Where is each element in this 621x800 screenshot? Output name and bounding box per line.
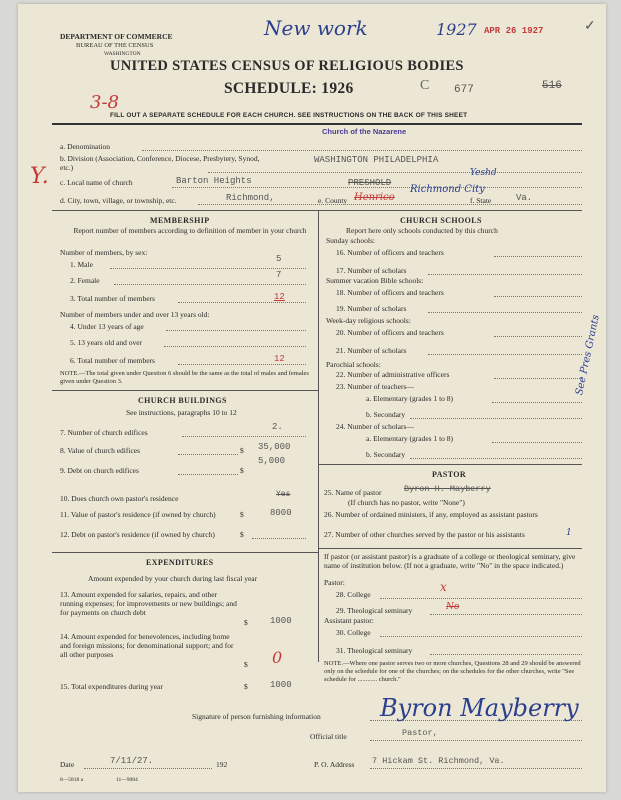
q21-line <box>428 354 582 355</box>
county-struck: Henrico <box>354 192 395 203</box>
po-address-value: 7 Hickam St. Richmond, Va. <box>372 756 505 766</box>
division-label: b. Division (Association, Conference, Diocese, Presbytery, Synod, etc.) <box>60 154 260 172</box>
q17-label: 17. Number of scholars <box>336 266 407 275</box>
q20-label: 20. Number of officers and teachers <box>336 328 444 337</box>
q8-label: 8. Value of church edifices <box>60 446 141 455</box>
census-form <box>18 4 606 792</box>
q6-label: 6. Total number of members <box>70 356 155 365</box>
po-address-label: P. O. Address <box>314 760 355 769</box>
q9-value: 5,000 <box>258 456 286 466</box>
local-name-hand2: Yeshd <box>470 168 497 178</box>
divider <box>52 552 318 553</box>
pastor-sub-label: Pastor: <box>324 578 345 587</box>
q16-label: 16. Number of officers and teachers <box>336 248 444 257</box>
q12-line <box>252 538 306 539</box>
q26-label: 26. Number of ordained ministers, if any, employed as assistant pastors <box>324 510 538 519</box>
q23-label: 23. Number of teachers— <box>336 382 414 391</box>
q6-line <box>178 364 306 365</box>
q28-value: x <box>440 580 447 594</box>
divider <box>318 464 582 465</box>
city-line <box>198 204 582 205</box>
stamp-c: C <box>420 78 430 93</box>
q7-label: 7. Number of church edifices <box>60 428 148 437</box>
q2-value: 7 <box>276 270 282 280</box>
q20-line <box>494 336 582 337</box>
form-code: 8—5818 a <box>60 777 84 783</box>
q5-label: 5. 13 years old and over <box>70 338 143 347</box>
local-name-line <box>172 187 582 188</box>
summer-label: Summer vacation Bible schools: <box>326 276 424 285</box>
q24b-label: b. Secondary <box>366 450 406 459</box>
q23b-line <box>410 418 582 419</box>
q3-line <box>178 302 306 303</box>
form-title: UNITED STATES CENSUS OF RELIGIOUS BODIES <box>110 58 464 74</box>
membership-heading: MEMBERSHIP <box>150 216 210 225</box>
q22-line <box>494 378 582 379</box>
local-name-label: c. Local name of church <box>60 178 133 187</box>
q13-label: 13. Amount expended for salaries, repairs, and other running expenses; for improvements or new buildings; and for payments on church debt <box>60 590 237 617</box>
q8-line <box>178 454 238 455</box>
signature-label: Signature of person furnishing information <box>192 712 321 721</box>
q17-line <box>428 274 582 275</box>
handwritten-3-8: 3-8 <box>90 92 119 113</box>
pastor-heading: PASTOR <box>432 470 467 479</box>
q30-label: 30. College <box>336 628 371 637</box>
q27-value: 1 <box>566 528 572 538</box>
handwritten-new-work: New work <box>264 16 368 40</box>
received-stamp: APR 26 1927 <box>484 26 544 36</box>
q21-label: 21. Number of scholars <box>336 346 407 355</box>
instructions-banner: FILL OUT A SEPARATE SCHEDULE FOR EACH CHURCH. SEE INSTRUCTIONS ON THE BACK OF THIS SHEET <box>110 112 468 119</box>
q15-label: 15. Total expenditures during year <box>60 682 163 691</box>
q1-value: 5 <box>276 254 282 264</box>
q10-label: 10. Does church own pastor's residence <box>60 494 179 503</box>
q24a-line <box>492 442 582 443</box>
year-prefix: 192 <box>216 760 228 769</box>
q29-label: 29. Theological seminary <box>336 606 413 615</box>
weekday-label: Week-day religious schools: <box>326 316 411 325</box>
q7-value: 2. <box>272 422 283 432</box>
q5-line <box>164 346 306 347</box>
q25-value: Byron H. Mayberry <box>404 484 491 494</box>
official-title-line <box>370 740 582 741</box>
q6-value: 12 <box>274 354 285 364</box>
handwritten-y: Y. <box>30 164 49 189</box>
date-value: 7/11/27. <box>110 756 154 766</box>
city-hand: Richmond City <box>410 184 485 195</box>
q11-label: 11. Value of pastor's residence (if owned by church) <box>60 510 216 519</box>
q2-line <box>114 284 306 285</box>
q14-label: 14. Amount expended for benevolences, including home and foreign missions; for denominational support; and for all other purposes <box>60 632 234 659</box>
q3-value: 12 <box>274 292 285 302</box>
q24a-label: a. Elementary (grades 1 to 8) <box>366 434 454 443</box>
schools-sub: Report here only schools conducted by this church <box>346 226 498 235</box>
schools-heading: CHURCH SCHOOLS <box>400 216 482 225</box>
q23a-line <box>492 402 582 403</box>
q12-label: 12. Debt on pastor's residence (if owned by church) <box>60 530 215 539</box>
divider <box>52 390 318 391</box>
q19-line <box>428 312 582 313</box>
q4-label: 4. Under 13 years of age <box>70 322 144 331</box>
denomination-line <box>142 150 582 151</box>
q27-label: 27. Number of other churches served by the pastor or his assistants <box>324 530 525 539</box>
q25-label: 25. Name of pastor <box>324 488 382 497</box>
q10-value: Yes <box>276 490 291 499</box>
q25-sub: (If church has no pastor, write "None") <box>348 498 465 507</box>
buildings-sub: See instructions, paragraphs 10 to 12 <box>126 408 237 417</box>
denomination-label: a. Denomination <box>60 142 110 151</box>
by-sex-label: Number of members, by sex: <box>60 248 148 257</box>
q11-dollar: $ <box>240 510 244 519</box>
column-divider <box>318 210 319 662</box>
q1-label: 1. Male <box>70 260 93 269</box>
q22-label: 22. Number of administrative officers <box>336 370 450 379</box>
age-label: Number of members under and over 13 years old: <box>60 310 210 319</box>
parochial-label: Parochial schools: <box>326 360 381 369</box>
q24b-line <box>410 458 582 459</box>
city-value: Richmond, <box>226 193 275 203</box>
bureau-label: BUREAU OF THE CENSUS <box>76 42 154 49</box>
q23a-label: a. Elementary (grades 1 to 8) <box>366 394 454 403</box>
date-line <box>84 768 212 769</box>
q28-label: 28. College <box>336 590 371 599</box>
expenditures-heading: EXPENDITURES <box>146 558 214 567</box>
membership-sub: Report number of members according to definition of member in your church <box>73 226 307 235</box>
q28-line <box>380 598 582 599</box>
po-address-line <box>370 768 582 769</box>
signature: Byron Mayberry <box>380 694 579 722</box>
q9-line <box>178 474 238 475</box>
local-name-struck: PRESHOLD <box>348 178 392 188</box>
q13-dollar: $ <box>244 618 248 627</box>
local-name-value: Barton Heights <box>176 176 252 186</box>
check-mark: ✓ <box>584 19 596 34</box>
handwritten-year: 1927 <box>436 20 477 39</box>
q31-line <box>430 654 582 655</box>
q16-line <box>494 256 582 257</box>
q2-label: 2. Female <box>70 276 100 285</box>
state-value: Va. <box>516 193 533 203</box>
membership-note: NOTE.—The total given under Question 6 should be the same as the total of males and females given under Question 3. <box>60 370 309 385</box>
q19-label: 19. Number of scholars <box>336 304 407 313</box>
divider <box>318 548 582 549</box>
q13-value: 1000 <box>270 616 292 626</box>
sunday-label: Sunday schools: <box>326 236 375 245</box>
q18-label: 18. Number of officers and teachers <box>336 288 444 297</box>
form-code-2: 11—9084 <box>116 777 138 783</box>
q4-line <box>166 330 306 331</box>
city-label: WASHINGTON <box>104 51 141 57</box>
q1-line <box>110 268 306 269</box>
q29-value: No <box>446 602 460 612</box>
state-label: f. State <box>470 196 492 205</box>
q9-dollar: $ <box>240 466 244 475</box>
q29-line <box>430 614 582 615</box>
q30-line <box>380 636 582 637</box>
county-label: e. County <box>318 196 348 205</box>
q18-line <box>494 296 582 297</box>
q8-dollar: $ <box>240 446 244 455</box>
schedule-title: SCHEDULE: 1926 <box>224 80 354 97</box>
division-line <box>208 172 582 173</box>
schedule-number: 677 <box>454 84 474 96</box>
q14-dollar: $ <box>244 660 248 669</box>
college-note: If pastor (or assistant pastor) is a graduate of a college or theological seminary, give name of institution below. (If not a graduate, write "No" in the space indicated.) <box>324 552 576 570</box>
q9-label: 9. Debt on church edifices <box>60 466 139 475</box>
handwritten-side-note: See Pres Grants <box>574 313 602 397</box>
date-label: Date <box>60 760 75 769</box>
official-title-label: Official title <box>310 732 347 741</box>
q12-dollar: $ <box>240 530 244 539</box>
q7-line <box>182 436 306 437</box>
q15-dollar: $ <box>244 682 248 691</box>
department-label: DEPARTMENT OF COMMERCE <box>60 32 173 41</box>
divider <box>52 210 582 211</box>
q11-value: 8000 <box>270 508 292 518</box>
city-label: d. City, town, village, or township, etc. <box>60 196 177 205</box>
assistant-label: Assistant pastor: <box>324 616 374 625</box>
struck-number: 516 <box>542 80 562 92</box>
pastor-note: NOTE.—Where one pastor serves two or more churches, Questions 28 and 29 should be answered only on the schedule for one of the churches; on the schedules for the other churches, write "See schedule for ............ church." <box>324 660 581 683</box>
buildings-heading: CHURCH BUILDINGS <box>138 396 227 405</box>
division-value: WASHINGTON PHILADELPHIA <box>314 155 439 165</box>
expenditures-sub: Amount expended by your church during last fiscal year <box>88 574 258 583</box>
official-title-value: Pastor, <box>402 728 438 738</box>
q14-value: 0 <box>272 648 283 667</box>
divider <box>52 123 582 125</box>
q3-label: 3. Total number of members <box>70 294 155 303</box>
q15-value: 1000 <box>270 680 292 690</box>
q8-value: 35,000 <box>258 442 291 452</box>
q31-label: 31. Theological seminary <box>336 646 413 655</box>
denomination-stamp: Church of the Nazarene <box>322 127 407 136</box>
q24-label: 24. Number of scholars— <box>336 422 414 431</box>
q23b-label: b. Secondary <box>366 410 406 419</box>
